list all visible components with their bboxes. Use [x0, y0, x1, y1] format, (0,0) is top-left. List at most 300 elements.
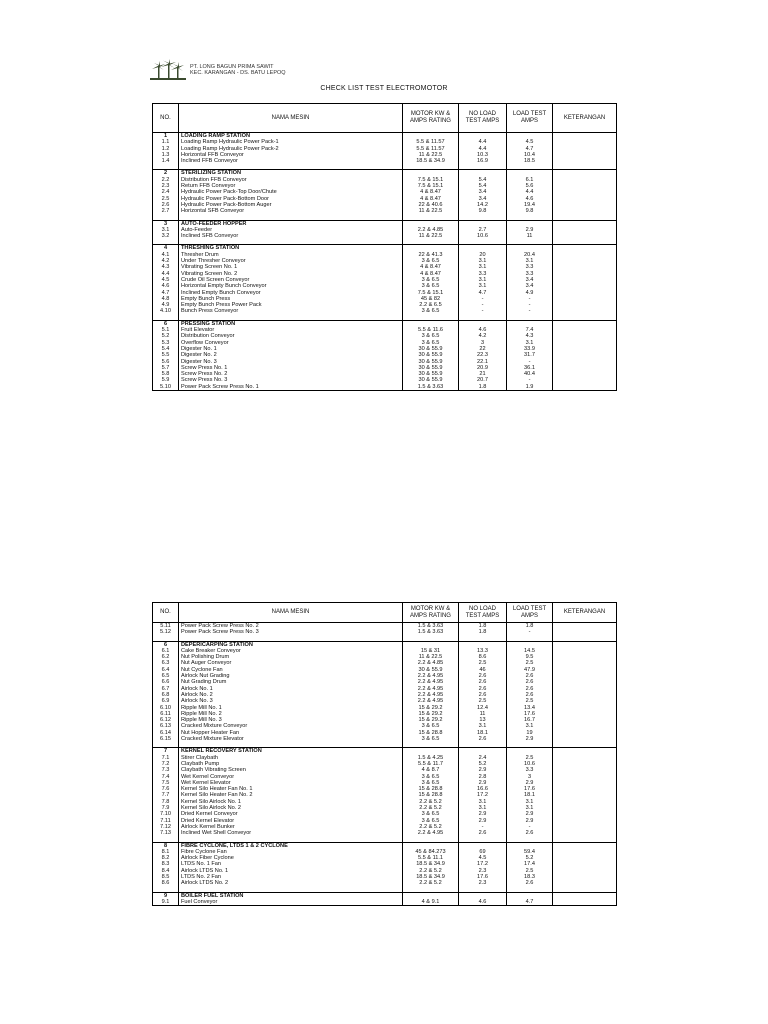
cell-load-amps: 47.9 — [507, 667, 553, 673]
cell-noload-amps: 2.6 — [459, 673, 507, 679]
cell-noload-amps — [459, 320, 507, 327]
cell-no: 2.4 — [153, 189, 179, 195]
cell-load-amps: 18.5 — [507, 158, 553, 164]
cell-noload-amps — [459, 842, 507, 849]
cell-load-amps: 9.8 — [507, 208, 553, 214]
cell-name: Cracked Mixture Conveyor — [179, 723, 403, 729]
cell-noload-amps: - — [459, 296, 507, 302]
cell-name: Kernel Silo Heater Fan No. 1 — [179, 786, 403, 792]
cell-load-amps: 10.4 — [507, 152, 553, 158]
cell-keterangan — [553, 320, 617, 327]
cell-name: Hydraulic Power Pack-Bottom Auger — [179, 202, 403, 208]
cell-no: 3.2 — [153, 233, 179, 239]
cell-load-amps: 2.6 — [507, 830, 553, 836]
header-keterangan: KETERANGAN — [553, 603, 617, 623]
cell-motor-rating: 45 & 84.273 — [403, 849, 459, 855]
cell-noload-amps — [459, 133, 507, 140]
cell-name: Screw Press No. 2 — [179, 371, 403, 377]
cell-motor-rating: 2.2 & 4.95 — [403, 679, 459, 685]
header-name: NAMA MESIN — [179, 104, 403, 133]
cell-load-amps: 4.9 — [507, 290, 553, 296]
cell-name: Inclined SFB Conveyor — [179, 233, 403, 239]
cell-no: 7.7 — [153, 792, 179, 798]
cell-load-amps: - — [507, 377, 553, 383]
cell-noload-amps: 22 — [459, 346, 507, 352]
cell-motor-rating: 3 & 6.5 — [403, 736, 459, 742]
cell-load-amps: 16.7 — [507, 717, 553, 723]
cell-no: 1.1 — [153, 139, 179, 145]
header-load: LOAD TEST AMPS — [507, 104, 553, 133]
cell-noload-amps: 17.2 — [459, 861, 507, 867]
cell-no: 7.5 — [153, 780, 179, 786]
cell-name: Thresher Drum — [179, 252, 403, 258]
cell-motor-rating: 11 & 22.5 — [403, 152, 459, 158]
cell-motor-rating: 2.2 & 5.2 — [403, 805, 459, 811]
cell-name: Fuel Conveyor — [179, 899, 403, 906]
cell-load-amps: - — [507, 308, 553, 314]
cell-name: Nut Polishing Drum — [179, 654, 403, 660]
cell-name: Airlock LTDS No. 1 — [179, 868, 403, 874]
cell-load-amps: 4.3 — [507, 333, 553, 339]
cell-motor-rating: 15 & 29.2 — [403, 705, 459, 711]
cell-load-amps: - — [507, 302, 553, 308]
cell-no: 7.11 — [153, 818, 179, 824]
cell-motor-rating: 4 & 8.7 — [403, 767, 459, 773]
cell-keterangan — [553, 623, 617, 630]
cell-motor-rating: 2.2 & 5.2 — [403, 880, 459, 886]
cell-load-amps: - — [507, 296, 553, 302]
cell-name: Under Thresher Conveyor — [179, 258, 403, 264]
cell-keterangan — [553, 899, 617, 906]
cell-noload-amps: 20.9 — [459, 365, 507, 371]
cell-noload-amps: 5.2 — [459, 761, 507, 767]
cell-noload-amps: 2.6 — [459, 692, 507, 698]
cell-noload-amps: 4.4 — [459, 146, 507, 152]
cell-name: Loading Ramp Hydraulic Power Pack-2 — [179, 146, 403, 152]
cell-no: 5.6 — [153, 359, 179, 365]
cell-no: 4.6 — [153, 283, 179, 289]
cell-load-amps: 5.2 — [507, 855, 553, 861]
cell-name: KERNEL RECOVERY STATION — [179, 748, 403, 755]
table-row — [153, 384, 617, 391]
cell-noload-amps: 1.8 — [459, 629, 507, 635]
section-row — [153, 245, 617, 252]
cell-name: Ripple Mill No. 1 — [179, 705, 403, 711]
company-address: KEC. KARANGAN - DS. BATU LEPOQ — [190, 70, 286, 76]
cell-noload-amps: 21 — [459, 371, 507, 377]
cell-no: 8.6 — [153, 880, 179, 886]
cell-noload-amps: 13.3 — [459, 648, 507, 654]
cell-load-amps: 2.6 — [507, 686, 553, 692]
cell-load-amps: 5.6 — [507, 183, 553, 189]
cell-load-amps: - — [507, 824, 553, 830]
cell-no: 6.12 — [153, 717, 179, 723]
cell-motor-rating: 2.2 & 4.95 — [403, 673, 459, 679]
cell-no: 7.12 — [153, 824, 179, 830]
cell-motor-rating: 1.5 & 3.63 — [403, 629, 459, 635]
cell-motor-rating: 3 & 6.5 — [403, 333, 459, 339]
cell-no: 6.1 — [153, 648, 179, 654]
cell-no: 4.4 — [153, 271, 179, 277]
cell-no: 7.2 — [153, 761, 179, 767]
cell-no: 8.4 — [153, 868, 179, 874]
cell-noload-amps: 17.2 — [459, 792, 507, 798]
cell-noload-amps: 46 — [459, 667, 507, 673]
cell-noload-amps: 8.6 — [459, 654, 507, 660]
cell-motor-rating: 3 & 6.5 — [403, 723, 459, 729]
cell-load-amps: 10.6 — [507, 761, 553, 767]
cell-no: 6 — [153, 641, 179, 648]
cell-motor-rating: 15 & 29.2 — [403, 717, 459, 723]
cell-motor-rating: 2.2 & 6.5 — [403, 302, 459, 308]
cell-load-amps: - — [507, 629, 553, 635]
cell-keterangan — [553, 842, 617, 849]
cell-load-amps: 17.4 — [507, 861, 553, 867]
cell-no: 4 — [153, 245, 179, 252]
cell-motor-rating: 3 & 6.5 — [403, 811, 459, 817]
cell-motor-rating: 18.5 & 34.9 — [403, 861, 459, 867]
cell-load-amps: 13.4 — [507, 705, 553, 711]
cell-name: Airlock LTDS No. 2 — [179, 880, 403, 886]
cell-noload-amps: - — [459, 824, 507, 830]
cell-motor-rating: 30 & 55.9 — [403, 667, 459, 673]
cell-load-amps: 2.5 — [507, 698, 553, 704]
cell-motor-rating — [403, 245, 459, 252]
cell-load-amps: 36.1 — [507, 365, 553, 371]
cell-name: Screw Press No. 1 — [179, 365, 403, 371]
header-name: NAMA MESIN — [179, 603, 403, 623]
cell-no: 6.11 — [153, 711, 179, 717]
cell-noload-amps: 3.1 — [459, 805, 507, 811]
cell-load-amps: 9.5 — [507, 654, 553, 660]
cell-motor-rating: 4 & 8.47 — [403, 196, 459, 202]
cell-noload-amps: 3.1 — [459, 799, 507, 805]
cell-no: 2.3 — [153, 183, 179, 189]
cell-name: Nut Grading Drum — [179, 679, 403, 685]
checklist-table-1 — [152, 103, 617, 391]
cell-load-amps: 2.9 — [507, 811, 553, 817]
section-row — [153, 748, 617, 755]
cell-motor-rating: 3 & 6.5 — [403, 258, 459, 264]
cell-name: Digester No. 1 — [179, 346, 403, 352]
header-no: NO. — [153, 603, 179, 623]
cell-noload-amps: 20.7 — [459, 377, 507, 383]
cell-motor-rating: 5.5 & 11.1 — [403, 855, 459, 861]
cell-name: Power Pack Screw Press No. 3 — [179, 629, 403, 635]
cell-name: Inclined FFB Conveyor — [179, 158, 403, 164]
cell-motor-rating — [403, 892, 459, 899]
cell-name: LTDS No. 2 Fan — [179, 874, 403, 880]
cell-motor-rating: 15 & 28.8 — [403, 786, 459, 792]
cell-name: DEPERICARPING STATION — [179, 641, 403, 648]
cell-motor-rating: 2.2 & 4.85 — [403, 660, 459, 666]
cell-no: 7.13 — [153, 830, 179, 836]
cell-no: 6.10 — [153, 705, 179, 711]
cell-load-amps: 33.9 — [507, 346, 553, 352]
cell-motor-rating: 18.5 & 34.9 — [403, 158, 459, 164]
cell-no: 5.2 — [153, 333, 179, 339]
table-row — [153, 899, 617, 906]
cell-noload-amps — [459, 641, 507, 648]
cell-load-amps: 6.1 — [507, 177, 553, 183]
cell-load-amps: 2.6 — [507, 679, 553, 685]
table-row — [153, 623, 617, 630]
cell-load-amps: 59.4 — [507, 849, 553, 855]
cell-noload-amps: 9.8 — [459, 208, 507, 214]
cell-no: 3 — [153, 220, 179, 227]
cell-load-amps — [507, 641, 553, 648]
cell-noload-amps: 3.4 — [459, 196, 507, 202]
cell-name: Ripple Mill No. 2 — [179, 711, 403, 717]
cell-name: Return FFB Conveyor — [179, 183, 403, 189]
cell-load-amps: 4.7 — [507, 899, 553, 906]
cell-no: 8 — [153, 842, 179, 849]
cell-keterangan — [553, 220, 617, 227]
cell-no: 7.4 — [153, 774, 179, 780]
cell-load-amps: 3.3 — [507, 271, 553, 277]
cell-no: 4.3 — [153, 264, 179, 270]
cell-name: Inclined Empty Bunch Conveyor — [179, 290, 403, 296]
cell-noload-amps: 3.1 — [459, 723, 507, 729]
cell-motor-rating: 3 & 6.5 — [403, 774, 459, 780]
cell-noload-amps: 1.8 — [459, 623, 507, 630]
document-title: CHECK LIST TEST ELECTROMOTOR — [320, 85, 448, 92]
cell-load-amps: 14.5 — [507, 648, 553, 654]
cell-load-amps: 3.3 — [507, 264, 553, 270]
cell-noload-amps: 2.6 — [459, 679, 507, 685]
cell-name: Airlock Kernel Bunker — [179, 824, 403, 830]
cell-name: FIBRE CYCLONE, LTDS 1 & 2 CYCLONE — [179, 842, 403, 849]
cell-motor-rating: 3 & 6.5 — [403, 340, 459, 346]
cell-name: Power Pack Screw Press No. 2 — [179, 623, 403, 630]
cell-load-amps: 17.6 — [507, 711, 553, 717]
cell-noload-amps: 3.1 — [459, 258, 507, 264]
cell-load-amps: 4.6 — [507, 196, 553, 202]
cell-name: Airlock Nut Grading — [179, 673, 403, 679]
cell-noload-amps: 2.9 — [459, 767, 507, 773]
cell-name: Empty Bunch Press — [179, 296, 403, 302]
cell-no: 7.9 — [153, 805, 179, 811]
cell-name: Crude Oil Screen Conveyor — [179, 277, 403, 283]
cell-load-amps: 3.1 — [507, 799, 553, 805]
cell-name: Dried Kernel Conveyor — [179, 811, 403, 817]
cell-noload-amps: 13 — [459, 717, 507, 723]
cell-no: 7.6 — [153, 786, 179, 792]
cell-noload-amps: 1.8 — [459, 384, 507, 391]
cell-motor-rating: 30 & 55.9 — [403, 365, 459, 371]
cell-motor-rating: 3 & 6.5 — [403, 283, 459, 289]
cell-no: 3.1 — [153, 227, 179, 233]
cell-motor-rating: 3 & 6.5 — [403, 277, 459, 283]
cell-no: 4.8 — [153, 296, 179, 302]
cell-load-amps: 2.9 — [507, 818, 553, 824]
cell-motor-rating: 2.2 & 4.95 — [403, 692, 459, 698]
cell-motor-rating: 2.2 & 4.95 — [403, 698, 459, 704]
cell-noload-amps: 18.1 — [459, 730, 507, 736]
cell-noload-amps: 4.5 — [459, 855, 507, 861]
cell-load-amps: 2.5 — [507, 868, 553, 874]
cell-motor-rating: 5.5 & 11.57 — [403, 146, 459, 152]
cell-motor-rating: 2.2 & 5.2 — [403, 824, 459, 830]
cell-name: LTDS No. 1 Fan — [179, 861, 403, 867]
cell-load-amps: 3.1 — [507, 723, 553, 729]
cell-no: 4.2 — [153, 258, 179, 264]
cell-noload-amps: 20 — [459, 252, 507, 258]
cell-name: Stirer Claybath — [179, 755, 403, 761]
cell-load-amps — [507, 748, 553, 755]
cell-keterangan — [553, 384, 617, 391]
company-name: PT. LONG BAGUN PRIMA SAWIT — [190, 64, 274, 70]
cell-noload-amps: 3 — [459, 340, 507, 346]
cell-name: Nut Cyclone Fan — [179, 667, 403, 673]
cell-name: Ripple Mill No. 3 — [179, 717, 403, 723]
cell-motor-rating: 45 & 82 — [403, 296, 459, 302]
cell-load-amps: 3.4 — [507, 277, 553, 283]
cell-no: 6.15 — [153, 736, 179, 742]
cell-noload-amps: 5.4 — [459, 183, 507, 189]
cell-no: 6.5 — [153, 673, 179, 679]
section-row — [153, 320, 617, 327]
cell-noload-amps: 4.6 — [459, 899, 507, 906]
cell-no: 7.1 — [153, 755, 179, 761]
cell-motor-rating: 1.5 & 4.25 — [403, 755, 459, 761]
cell-load-amps: 2.6 — [507, 692, 553, 698]
cell-noload-amps: 2.3 — [459, 880, 507, 886]
cell-no: 8.1 — [153, 849, 179, 855]
cell-load-amps: 2.5 — [507, 660, 553, 666]
cell-name: Digester No. 3 — [179, 359, 403, 365]
cell-load-amps — [507, 245, 553, 252]
cell-no: 4.1 — [153, 252, 179, 258]
cell-name: Cake Breaker Conveyor — [179, 648, 403, 654]
cell-name: Vibrating Screen No. 2 — [179, 271, 403, 277]
cell-motor-rating: 15 & 28.8 — [403, 792, 459, 798]
cell-noload-amps: 4.2 — [459, 333, 507, 339]
cell-motor-rating: 3 & 6.5 — [403, 780, 459, 786]
cell-motor-rating: 22 & 40.6 — [403, 202, 459, 208]
cell-no: 5.9 — [153, 377, 179, 383]
cell-noload-amps: 3.3 — [459, 271, 507, 277]
cell-noload-amps: 2.9 — [459, 780, 507, 786]
section-row — [153, 170, 617, 177]
cell-no: 6.13 — [153, 723, 179, 729]
cell-name: Digester No. 2 — [179, 352, 403, 358]
cell-no: 6.8 — [153, 692, 179, 698]
cell-noload-amps: 69 — [459, 849, 507, 855]
cell-noload-amps: 3.1 — [459, 283, 507, 289]
cell-load-amps: 7.4 — [507, 327, 553, 333]
table-header-row — [153, 603, 617, 623]
cell-name: Horizontal FFB Conveyor — [179, 152, 403, 158]
cell-name: Nut Hopper Heater Fan — [179, 730, 403, 736]
cell-load-amps: 4.7 — [507, 146, 553, 152]
cell-no: 1 — [153, 133, 179, 140]
cell-load-amps: 3.1 — [507, 805, 553, 811]
cell-motor-rating — [403, 133, 459, 140]
cell-load-amps: 4.4 — [507, 189, 553, 195]
cell-noload-amps — [459, 170, 507, 177]
cell-no: 4.5 — [153, 277, 179, 283]
cell-noload-amps: 17.6 — [459, 874, 507, 880]
cell-keterangan — [553, 748, 617, 755]
section-row — [153, 220, 617, 227]
cell-no: 9 — [153, 892, 179, 899]
cell-motor-rating: 7.5 & 15.1 — [403, 290, 459, 296]
cell-name: AUTO-FEEDER HOPPER — [179, 220, 403, 227]
cell-no: 7.10 — [153, 811, 179, 817]
section-row — [153, 892, 617, 899]
cell-name: Kernel Silo Heater Fan No. 2 — [179, 792, 403, 798]
cell-no: 2 — [153, 170, 179, 177]
cell-motor-rating: 30 & 55.9 — [403, 352, 459, 358]
cell-motor-rating: 7.5 & 15.1 — [403, 177, 459, 183]
company-header — [190, 64, 286, 76]
cell-no: 1.4 — [153, 158, 179, 164]
cell-load-amps: 20.4 — [507, 252, 553, 258]
cell-noload-amps: 3.1 — [459, 264, 507, 270]
cell-no: 1.2 — [153, 146, 179, 152]
cell-no: 6.9 — [153, 698, 179, 704]
cell-name: Wet Kernel Conveyor — [179, 774, 403, 780]
cell-load-amps: 18.1 — [507, 792, 553, 798]
header-keterangan: KETERANGAN — [553, 104, 617, 133]
cell-no: 6.6 — [153, 679, 179, 685]
cell-name: Auto-Feeder — [179, 227, 403, 233]
header-motor: MOTOR KW & AMPS RATING — [403, 104, 459, 133]
cell-motor-rating: 11 & 22.5 — [403, 654, 459, 660]
cell-motor-rating: 5.5 & 11.57 — [403, 139, 459, 145]
cell-noload-amps: 2.7 — [459, 227, 507, 233]
cell-load-amps: 3.1 — [507, 340, 553, 346]
cell-load-amps — [507, 320, 553, 327]
cell-motor-rating: 4 & 8.47 — [403, 189, 459, 195]
cell-name: Kernel Silo Airlock No. 1 — [179, 799, 403, 805]
cell-motor-rating: 15 & 31 — [403, 648, 459, 654]
cell-no: 4.7 — [153, 290, 179, 296]
cell-name: Fruit Elevator — [179, 327, 403, 333]
cell-name: Bunch Press Conveyor — [179, 308, 403, 314]
cell-noload-amps — [459, 892, 507, 899]
cell-noload-amps: 10.6 — [459, 233, 507, 239]
cell-motor-rating: 15 & 28.8 — [403, 730, 459, 736]
cell-load-amps: 2.9 — [507, 780, 553, 786]
cell-load-amps: - — [507, 359, 553, 365]
cell-name: Empty Bunch Press Power Pack — [179, 302, 403, 308]
cell-motor-rating: 5.5 & 11.7 — [403, 761, 459, 767]
cell-name: Loading Ramp Hydraulic Power Pack-1 — [179, 139, 403, 145]
cell-keterangan — [553, 245, 617, 252]
cell-no: 8.2 — [153, 855, 179, 861]
cell-noload-amps: 16.9 — [459, 158, 507, 164]
cell-no: 2.2 — [153, 177, 179, 183]
cell-motor-rating — [403, 641, 459, 648]
cell-name: Power Pack Screw Press No. 1 — [179, 384, 403, 391]
cell-motor-rating: 30 & 55.9 — [403, 346, 459, 352]
cell-load-amps: 19.4 — [507, 202, 553, 208]
cell-load-amps: 2.6 — [507, 880, 553, 886]
cell-noload-amps: 2.8 — [459, 774, 507, 780]
cell-load-amps — [507, 892, 553, 899]
company-logo — [150, 59, 186, 81]
cell-no: 4.9 — [153, 302, 179, 308]
cell-no: 1.3 — [153, 152, 179, 158]
cell-name: Vibrating Screen No. 1 — [179, 264, 403, 270]
cell-motor-rating: 30 & 55.9 — [403, 359, 459, 365]
cell-no: 6 — [153, 320, 179, 327]
cell-motor-rating: 2.2 & 4.95 — [403, 686, 459, 692]
cell-motor-rating: 11 & 22.5 — [403, 233, 459, 239]
cell-noload-amps: - — [459, 302, 507, 308]
